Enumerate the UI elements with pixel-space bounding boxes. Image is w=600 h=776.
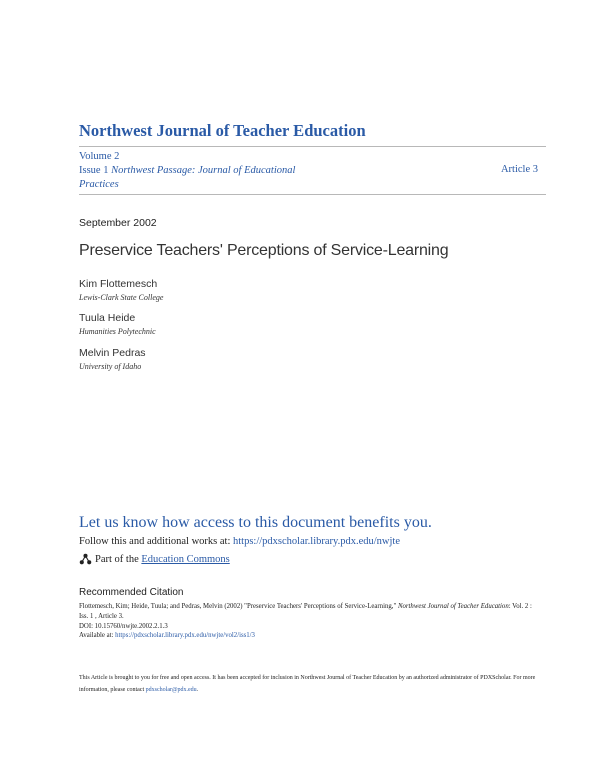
citation-line: Flottemesch, Kim; Heide, Tuula; and Pedras, Melvin (2002) "Preservice Teachers' Perceptions of Service-Learning," bbox=[79, 603, 397, 610]
bottom-divider bbox=[79, 194, 546, 195]
citation-url-link[interactable]: https://pdxscholar.library.pdx.edu/nwjte/vol2/iss1/3 bbox=[115, 632, 255, 640]
author-name: Tuula Heide bbox=[79, 312, 136, 324]
citation-volume: : Vol. 2 : Iss. 1 , Article 3. bbox=[79, 603, 532, 620]
issue-prefix: Issue 1 bbox=[79, 165, 109, 176]
journal-title-link[interactable]: Northwest Journal of Teacher Education bbox=[79, 121, 366, 140]
footer-notice bbox=[79, 672, 539, 696]
top-divider bbox=[79, 146, 546, 147]
follow-label: Follow this and additional works at: bbox=[79, 536, 231, 547]
contact-email-link[interactable]: pdxscholar@pdx.edu bbox=[145, 687, 197, 693]
feedback-link[interactable]: Let us know how access to this document benefits you. bbox=[79, 514, 432, 531]
issue-name: Northwest Passage: Journal of Educational Practices bbox=[79, 165, 296, 190]
education-commons-link[interactable]: Education Commons bbox=[141, 554, 230, 565]
citation-doi: DOI: 10.15760/nwjte.2002.2.1.3 bbox=[79, 622, 168, 630]
author-name: Melvin Pedras bbox=[79, 347, 146, 359]
network-icon bbox=[79, 553, 92, 566]
footer-text: This Article is brought to you for free and open access. It has been accepted for inclusion in Northwest Journal of Teacher Education by an authorized administrator of PDXScholar. For more information, please contact bbox=[79, 675, 536, 693]
publication-date: September 2002 bbox=[79, 217, 157, 229]
citation-available-label: Available at: bbox=[79, 632, 114, 640]
follow-url-link[interactable]: https://pdxscholar.library.pdx.edu/nwjte bbox=[233, 536, 401, 547]
footer-end: . bbox=[196, 687, 199, 693]
part-of-label: Part of the bbox=[95, 554, 139, 565]
author-affiliation: Lewis-Clark State College bbox=[79, 293, 164, 302]
volume-link[interactable]: Volume 2 bbox=[79, 151, 120, 162]
author-affiliation: University of Idaho bbox=[79, 362, 142, 371]
author-affiliation: Humanities Polytechnic bbox=[79, 327, 156, 336]
recommended-citation-heading: Recommended Citation bbox=[79, 587, 184, 598]
citation-block bbox=[79, 602, 539, 641]
follow-line bbox=[79, 536, 400, 547]
issue-link[interactable] bbox=[79, 164, 309, 192]
author-name: Kim Flottemesch bbox=[79, 278, 158, 290]
article-link[interactable]: Article 3 bbox=[500, 164, 538, 175]
article-title: Preservice Teachers' Perceptions of Service-Learning bbox=[79, 242, 449, 259]
part-of-line bbox=[79, 553, 230, 566]
citation-journal: Northwest Journal of Teacher Education bbox=[397, 603, 509, 610]
